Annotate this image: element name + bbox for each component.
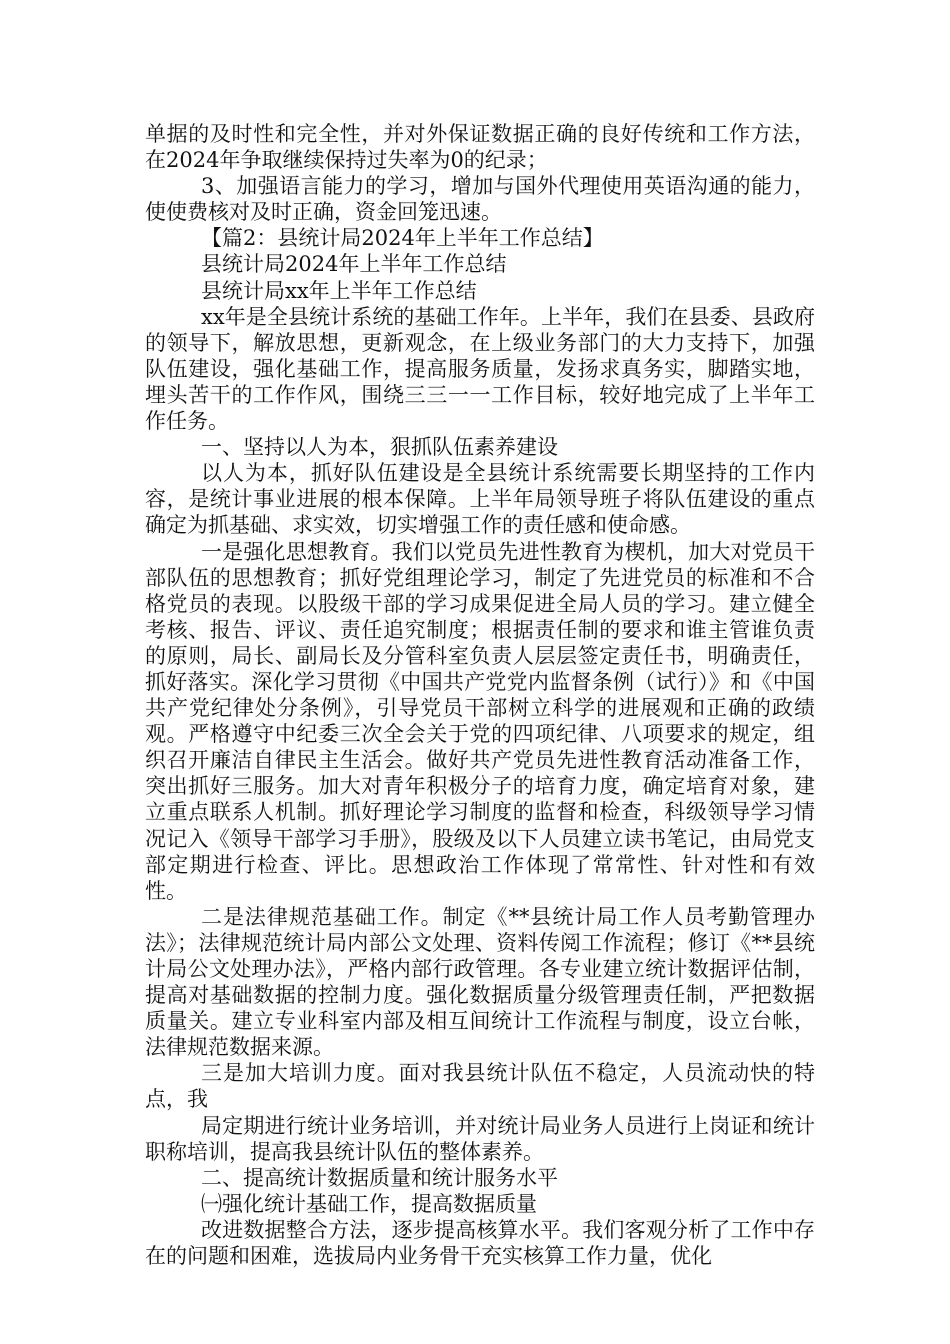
heading-section-2: 二、提高统计数据质量和统计服务水平 xyxy=(201,1165,558,1190)
document-subtitle: 县统计局xx年上半年工作总结 xyxy=(201,278,477,303)
document-body xyxy=(145,121,815,1269)
paragraph-section-1: 以人为本，抓好队伍建设是全县统计系统需要长期坚持的工作内容，是统计事业进展的根本保障。上半年局领导班子将队伍建设的重点确定为抓基础、求实效，切实增强工作的责任感和使命感。 xyxy=(145,461,815,538)
paragraph-training-b: 局定期进行统计业务培训，并对统计局业务人员进行上岗证和统计职称培训，提高我县统计队伍的整体素养。 xyxy=(145,1113,815,1164)
paragraph-data-integration: 改进数据整合方法，逐步提高核算水平。我们客观分析了工作中存在的问题和困难，选拔局内业务骨干充实核算工作力量，优化 xyxy=(145,1217,815,1269)
document-title: 县统计局2024年上半年工作总结 xyxy=(201,252,507,277)
paragraph-training-a: 三是加大培训力度。面对我县统计队伍不稳定，人员流动快的特点，我 xyxy=(145,1061,815,1112)
section-heading-part2: 【篇2：县统计局2024年上半年工作总结】 xyxy=(201,226,604,251)
subheading-2-1: ㈠强化统计基础工作，提高数据质量 xyxy=(201,1191,537,1216)
paragraph-ideology: 一是强化思想教育。我们以党员先进性教育为楔机，加大对党员干部队伍的思想教育；抓好党组理论学习，制定了先进党员的标准和不合格党员的表现。以股级干部的学习成果促进全局人员的学习。建立健全考核、报告、评议、责任追究制度；根据责任制的要求和谁主管谁负责的原则，局长、副局长及分管科室负责人层层签定责任书，明确责任，抓好落实。深化学习贯彻《中国共产党党内监督条例（试行）》和《中国共产党纪律处分条例》，引导党员干部树立科学的进展观和正确的政绩观。严格遵守中纪委三次全会关于党的四项纪律、八项要求的规定，组织召开廉洁自律民主生活会。做好共产党员先进性教育活动准备工作，突出抓好三服务。加大对青年积极分子的培育力度，确定培育对象，建立重点联系人机制。抓好理论学习制度的监督和检查，科级领导学习情况记入《领导干部学习手册》，股级及以下人员建立读书笔记，由局党支部定期进行检查、评比。思想政治工作体现了常常性、针对性和有效性。 xyxy=(145,539,815,903)
paragraph-2: 3、加强语言能力的学习，增加与国外代理使用英语沟通的能力，使使费核对及时正确，资金回笼迅速。 xyxy=(145,174,815,225)
paragraph-1: 单据的及时性和完全性，并对外保证数据正确的良好传统和工作方法，在2024年争取继续保持过失率为0的纪录； xyxy=(145,122,815,173)
heading-section-1: 一、坚持以人为本，狠抓队伍素养建设 xyxy=(201,435,558,460)
paragraph-regulation: 二是法律规范基础工作。制定《**县统计局工作人员考勤管理办法》；法律规范统计局内部公文处理、资料传阅工作流程；修订《**县统计局公文处理办法》，严格内部行政管理。各专业建立统计数据评估制，提高对基础数据的控制力度。强化数据质量分级管理责任制，严把数据质量关。建立专业科室内部及相互间统计工作流程与制度，设立台帐，法律规范数据来源。 xyxy=(145,904,815,1060)
paragraph-intro: xx年是全县统计系统的基础工作年。上半年，我们在县委、县政府的领导下，解放思想，更新观念，在上级业务部门的大力支持下，加强队伍建设，强化基础工作，提高服务质量，发扬求真务实，脚踏实地，埋头苦干的工作作风，围绕三三一一工作目标，较好地完成了上半年工作任务。 xyxy=(145,304,815,434)
